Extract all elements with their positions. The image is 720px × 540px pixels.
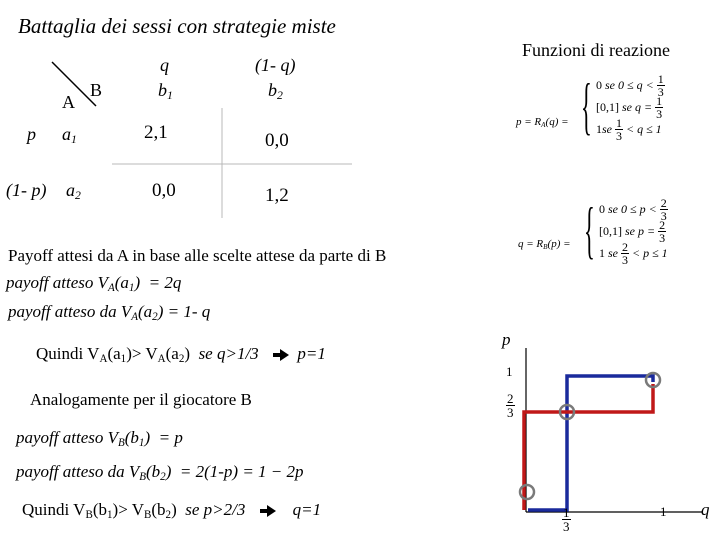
quindi-b-prefix: Quindi V — [22, 500, 86, 519]
implies-arrow-icon — [267, 505, 276, 517]
payoff-vb2-value: = 2(1-p) = 1 − 2p — [179, 462, 304, 481]
reaction-b-lhs-arg: (p) = — [547, 238, 571, 250]
col2-strategy-sub: 2 — [277, 88, 283, 102]
graph-y-tick-1: 1 — [506, 364, 513, 379]
implies-arrow-icon — [280, 349, 289, 361]
col1-strategy-sub: 1 — [167, 88, 173, 102]
reaction-b-case-2 — [599, 217, 668, 245]
reaction-b-cases — [599, 195, 668, 267]
case-frac-den: 3 — [659, 230, 666, 245]
reaction-function-b — [518, 192, 688, 297]
graph-x-axis-label: q — [701, 500, 710, 519]
y-tick-frac-den: 3 — [507, 405, 514, 420]
payoff-va1-value: = 2q — [148, 273, 182, 292]
row1-strategy-sub: 1 — [71, 132, 77, 146]
col2-strategy — [268, 80, 283, 102]
col1-probability: q — [160, 55, 169, 75]
cell-a1-b1: 2,1 — [144, 122, 168, 143]
reaction-b-lhs — [518, 238, 571, 251]
text-payoff-vb2: payoff atteso da $V_B(b_2) = 2(1-p) = 1 - 2p$ — [16, 462, 304, 483]
case-frac-num: 1 — [656, 93, 663, 108]
reaction-a-lhs-arg: (q) = — [545, 116, 569, 128]
payoff-va1-prefix: payoff atteso V — [6, 273, 108, 292]
best-response-graph — [480, 320, 720, 540]
case-condition: se q = — [622, 99, 653, 114]
row1-strategy-letter: a — [62, 124, 71, 144]
row2-strategy — [66, 180, 81, 202]
x-tick-frac-den: 3 — [563, 519, 570, 534]
case-condition: se 0 ≤ p < — [608, 201, 657, 216]
payoff-va2-prefix: payoff atteso da V — [8, 302, 132, 321]
best-response-b-line — [524, 384, 653, 510]
graph-x-tick-1: 1 — [660, 504, 667, 519]
graph-y-axis-label: p — [502, 330, 511, 349]
row1-probability: p — [27, 124, 36, 144]
payoff-vb1-value: = p — [158, 428, 183, 447]
quindi-a-prefix: Quindi V — [36, 344, 100, 363]
case-condition-2: < p ≤ 1 — [632, 245, 668, 260]
quindi-a-result: p=1 — [297, 344, 326, 363]
reaction-b-brace: { — [584, 194, 595, 265]
case-value: 0 — [599, 201, 605, 216]
case-frac-num: 1 — [657, 71, 664, 86]
equilibrium-marker-origin — [520, 485, 534, 499]
case-condition: se 0 ≤ q < — [605, 77, 654, 92]
case-frac-den: 3 — [657, 84, 664, 99]
text-payoff-va2: payoff atteso da $V_A(a_2) = 1-$ q — [8, 302, 211, 323]
col1-strategy — [158, 80, 173, 102]
quindi-a-condition: se q>1/3 — [198, 344, 259, 363]
case-frac-den: 3 — [656, 106, 663, 121]
case-condition: se — [608, 245, 618, 260]
case-frac-num: 2 — [622, 239, 628, 254]
quindi-b-result: q=1 — [292, 500, 322, 519]
reaction-function-a — [516, 70, 686, 160]
case-condition: se p = — [625, 223, 656, 238]
case-condition: se — [602, 121, 612, 136]
row2-strategy-sub: 2 — [75, 188, 81, 202]
y-tick-frac-num: 2 — [507, 391, 514, 406]
reaction-b-case-1 — [599, 195, 668, 223]
reaction-b-case-3 — [599, 239, 668, 267]
reaction-a-lhs-sub: A — [541, 120, 546, 129]
text-payoff-va1: payoff atteso $V_A(a_1) = 2q$ — [6, 273, 182, 294]
reaction-a-case-1 — [596, 71, 665, 99]
case-frac-num: 1 — [616, 115, 622, 130]
case-frac-num: 2 — [659, 217, 666, 232]
case-frac-num: 2 — [660, 195, 667, 210]
reaction-a-case-3 — [596, 115, 665, 143]
case-value: 1 — [596, 121, 602, 136]
row2-probability: (1- p) — [6, 180, 47, 200]
cell-a2-b2: 1,2 — [265, 185, 289, 206]
cell-a2-b1: 0,0 — [152, 180, 176, 201]
text-payoff-attesi: Payoff attesi da A in base alle scelte attese da parte di B — [8, 246, 387, 265]
case-value: 1 — [599, 245, 605, 260]
slide-title: Battaglia dei sessi con strategie miste — [18, 14, 336, 38]
reaction-a-case-2 — [596, 93, 665, 121]
col1-strategy-letter: b — [158, 80, 167, 100]
case-frac-den: 3 — [616, 128, 622, 143]
reaction-functions-title: Funzioni di reazione — [522, 40, 670, 60]
payoff-va2-value: = 1- q — [167, 302, 211, 321]
col2-strategy-letter: b — [268, 80, 277, 100]
graph-y-tick-two-thirds — [506, 392, 515, 419]
text-analogamente: Analogamente per il giocatore B — [30, 390, 252, 409]
case-frac-den: 3 — [622, 252, 628, 267]
reaction-a-cases — [596, 71, 665, 143]
player-a-label: A — [62, 92, 75, 112]
x-tick-frac-num: 1 — [563, 505, 570, 520]
text-quindi-b: Quindi $V_B(b_1)> V_B(b_2)$ se p>2/3 q=1 — [22, 500, 322, 521]
payoff-vb1-prefix: payoff atteso V — [16, 428, 118, 447]
text-payoff-vb1: payoff atteso $V_B(b_1) = p$ — [16, 428, 183, 449]
case-value: [0,1] — [596, 99, 619, 114]
reaction-a-lhs-text: p = R — [516, 116, 542, 128]
graph-x-tick-one-third — [562, 506, 571, 533]
reaction-a-brace: { — [581, 70, 592, 141]
reaction-b-lhs-sub: B — [543, 242, 548, 251]
row2-strategy-letter: a — [66, 180, 75, 200]
best-response-a-line — [528, 376, 653, 510]
text-quindi-a: Quindi $V_A(a_1)> V_A(a_2)$ se q>1/3 p=1 — [36, 344, 326, 365]
case-condition-2: < q ≤ 1 — [626, 121, 662, 136]
reaction-b-lhs-text: q = R — [518, 238, 544, 250]
case-value: [0,1] — [599, 223, 622, 238]
case-value: 0 — [596, 77, 602, 92]
col2-probability: (1- q) — [255, 55, 296, 75]
row1-strategy — [62, 124, 77, 146]
case-frac-den: 3 — [660, 208, 667, 223]
payoff-vb2-prefix: payoff atteso da V — [16, 462, 140, 481]
player-b-label: B — [90, 80, 103, 100]
quindi-b-condition: se p>2/3 — [185, 500, 246, 519]
reaction-a-lhs — [516, 116, 569, 129]
cell-a1-b2: 0,0 — [265, 130, 289, 151]
